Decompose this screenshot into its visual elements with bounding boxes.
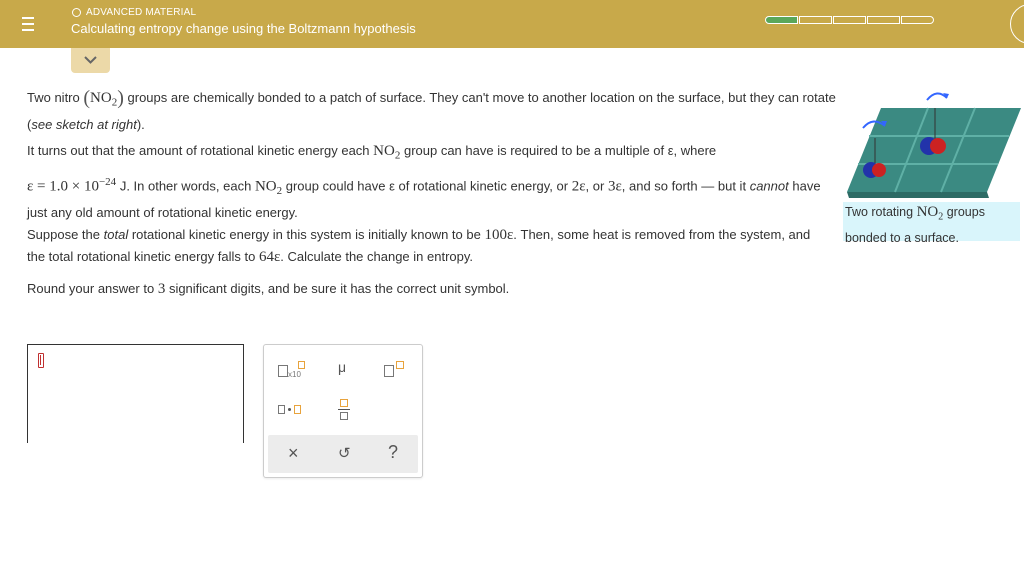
progress-bar — [765, 16, 935, 24]
math-palette — [263, 344, 423, 478]
exponent-square-icon — [298, 361, 305, 369]
answer-cursor[interactable] — [38, 353, 44, 368]
text: rotational kinetic energy in this system is initially known to be — [131, 227, 481, 242]
text-italic: see sketch at right — [31, 116, 137, 132]
paren: ( — [83, 87, 91, 109]
collapse-header-button[interactable] — [71, 48, 110, 73]
no2-formula: NO — [254, 178, 277, 195]
problem-paragraph-2 — [27, 140, 842, 167]
exponent: −24 — [98, 176, 117, 188]
page-title: Calculating entropy change using the Boltzmann hypothesis — [71, 21, 416, 36]
exponent-square-icon — [396, 361, 404, 369]
text: It turns out that the amount of rotational kinetic energy each — [27, 143, 370, 158]
x10-label: x10 — [288, 370, 301, 379]
no2-formula: NO — [373, 143, 395, 159]
progress-segment — [799, 16, 832, 24]
fraction-bar — [338, 409, 350, 410]
text: ). — [136, 116, 145, 132]
square-icon — [278, 405, 285, 414]
problem-paragraph-5 — [27, 278, 842, 300]
subscript: 2 — [938, 211, 944, 223]
text: Round your answer to — [27, 281, 155, 296]
menu-icon-line — [22, 29, 34, 31]
clear-button[interactable]: × — [288, 443, 299, 463]
menu-icon-line — [22, 23, 34, 25]
fraction-button[interactable] — [338, 399, 352, 423]
palette-actions — [268, 435, 418, 473]
answer-input[interactable] — [27, 344, 244, 443]
math-value: 64ε — [258, 249, 281, 265]
figure-caption — [843, 202, 1020, 245]
text: J. In other words, each — [119, 178, 252, 194]
denominator-square-icon — [340, 412, 348, 420]
progress-segment — [833, 16, 866, 24]
subscript: 2 — [276, 184, 283, 197]
problem-paragraph-3 — [27, 171, 842, 224]
progress-segment — [867, 16, 900, 24]
text-italic: total — [103, 227, 129, 242]
math-value: 2ε — [571, 178, 586, 195]
math-value: 3ε — [607, 178, 622, 195]
text: . Calculate the change in entropy. — [280, 249, 474, 264]
subscript: 2 — [394, 149, 401, 162]
chevron-down-icon — [84, 56, 97, 64]
subscript: 2 — [111, 96, 118, 109]
material-badge — [72, 5, 196, 19]
square-icon — [384, 365, 394, 377]
text: group can have is required to be a multiple of ε, where — [403, 143, 717, 158]
numerator-square-icon — [340, 399, 348, 407]
side-panel-button[interactable] — [1010, 4, 1024, 44]
help-button[interactable]: ? — [388, 442, 399, 462]
epsilon-equation: ε = 1.0 × 10 — [27, 178, 99, 195]
no2-formula: NO — [916, 204, 939, 220]
undo-button[interactable]: ↺ — [338, 445, 351, 462]
math-value: 3 — [157, 281, 166, 297]
dot-icon — [288, 408, 291, 411]
text: group could have ε of rotational kinetic energy, or — [285, 178, 569, 194]
rotating-no2-sketch — [843, 88, 1023, 198]
menu-button[interactable] — [8, 4, 48, 44]
superscript-button[interactable] — [384, 361, 408, 379]
no2-formula: NO — [90, 90, 112, 106]
text: groups are chemically bonded to a patch of surface. They can't move to another location on the surface, but they can rotate ( — [27, 90, 836, 132]
math-value: 100ε — [484, 227, 514, 243]
text-italic: cannot — [749, 178, 789, 194]
progress-segment — [901, 16, 934, 24]
top-bar — [0, 0, 1024, 48]
paren: ) — [117, 87, 124, 109]
badge-label: ADVANCED MATERIAL — [86, 6, 197, 18]
text: . Then, some heat is removed from the system, and the total rotational kinetic energy falls to — [27, 227, 811, 264]
text: groups bonded to a surface. — [845, 205, 985, 245]
text: , or — [585, 178, 605, 194]
text: Suppose the — [27, 227, 101, 242]
menu-icon — [22, 17, 34, 19]
text: Two nitro — [27, 90, 80, 105]
square-orange-icon — [294, 405, 301, 414]
multiply-dot-button[interactable] — [278, 403, 310, 417]
text: significant digits, and be sure it has the correct unit symbol. — [168, 281, 510, 296]
progress-segment — [765, 16, 798, 24]
problem-paragraph-4 — [27, 224, 817, 268]
circle-icon — [72, 8, 81, 17]
text: Two rotating — [845, 205, 914, 219]
square-icon — [278, 365, 288, 377]
text: have just any old amount of rotational kinetic energy. — [27, 178, 821, 220]
micro-button[interactable]: μ — [338, 359, 347, 375]
text: , and so forth — but it — [621, 178, 747, 194]
problem-paragraph-1 — [27, 87, 842, 136]
times-ten-button[interactable] — [278, 361, 308, 379]
